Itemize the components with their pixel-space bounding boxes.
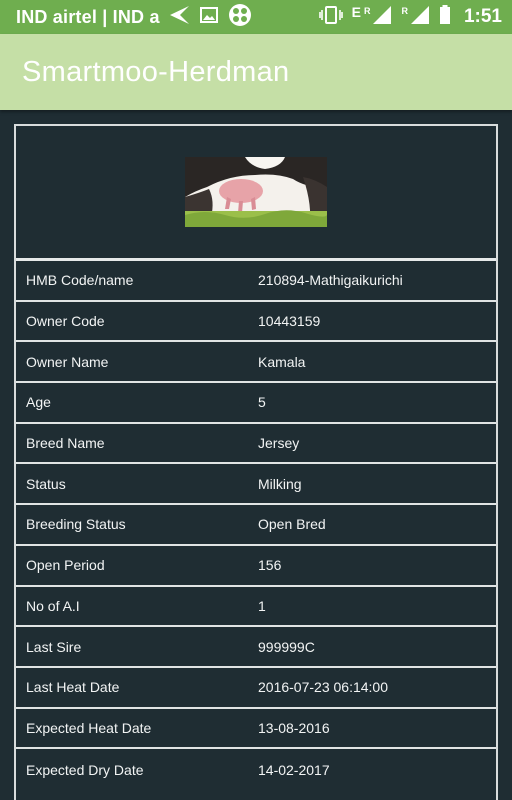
detail-value: 2016-07-23 06:14:00 [258, 679, 388, 696]
detail-row [16, 302, 496, 343]
detail-value: 5 [258, 394, 266, 411]
detail-row [16, 709, 496, 750]
carrier-name: IND airtel | IND a [16, 6, 160, 27]
app-title: Smartmoo-Herdman [22, 55, 290, 88]
detail-value: Jersey [258, 435, 300, 452]
detail-row [16, 668, 496, 709]
detail-label: Owner Code [26, 313, 105, 330]
detail-label: HMB Code/name [26, 272, 134, 289]
animal-image-area [16, 126, 496, 261]
detail-label: Open Period [26, 557, 105, 574]
detail-row [16, 383, 496, 424]
roaming-label-2: R [401, 6, 408, 16]
detail-row [16, 505, 496, 546]
detail-label: Expected Dry Date [26, 761, 144, 778]
detail-row [16, 627, 496, 668]
detail-label: Owner Name [26, 353, 109, 370]
app-icon [228, 3, 252, 32]
detail-label: Age [26, 394, 51, 411]
detail-value: 999999C [258, 638, 315, 655]
animal-details-card [14, 124, 498, 800]
vibrate-icon [319, 5, 343, 30]
detail-row [16, 749, 496, 790]
detail-value: 1 [258, 597, 266, 614]
detail-label: Last Heat Date [26, 679, 120, 696]
cow-udder-image [185, 157, 327, 227]
detail-value: Open Bred [258, 516, 326, 533]
clock: 1:51 [463, 6, 502, 27]
detail-value: 156 [258, 557, 282, 574]
detail-value: Kamala [258, 353, 306, 370]
detail-value: 14-02-2017 [258, 761, 330, 778]
detail-label: Breeding Status [26, 516, 126, 533]
detail-row [16, 424, 496, 465]
network-type-label: E [351, 4, 361, 20]
detail-value: 13-08-2016 [258, 719, 330, 736]
app-bar [0, 34, 512, 110]
notification-icons [168, 3, 252, 32]
detail-label: Last Sire [26, 638, 82, 655]
signal-icon [372, 5, 392, 30]
detail-row [16, 587, 496, 628]
detail-label: Breed Name [26, 435, 105, 452]
detail-row [16, 261, 496, 302]
detail-value: 10443159 [258, 313, 321, 330]
signal-icon [410, 5, 430, 30]
detail-label: Expected Heat Date [26, 719, 152, 736]
detail-label: Status [26, 475, 66, 492]
roaming-label-1: R [363, 6, 371, 16]
detail-value: 210894-Mathigaikurichi [258, 272, 403, 289]
detail-label: No of A.I [26, 597, 80, 614]
battery-icon [439, 5, 451, 30]
send-icon [168, 5, 190, 30]
detail-row [16, 464, 496, 505]
detail-row [16, 342, 496, 383]
detail-value: Milking [258, 475, 302, 492]
details-table [16, 261, 496, 790]
detail-row [16, 546, 496, 587]
system-icons [319, 5, 502, 30]
status-bar [0, 0, 512, 34]
image-icon [200, 7, 218, 28]
